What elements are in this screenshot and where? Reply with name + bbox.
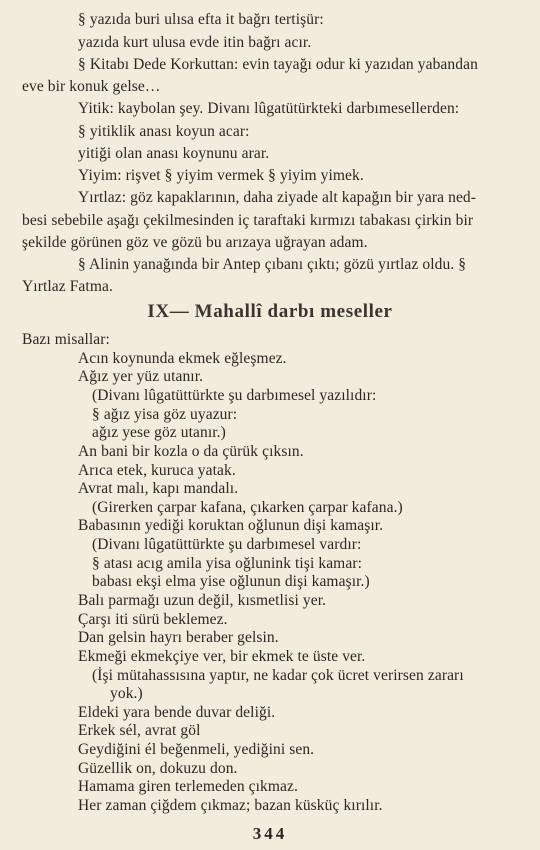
text-line: yitiği olan anası koynunu arar. [78,145,270,162]
proverb-line: Eldeki yara bende duvar deliği. [78,703,276,721]
note-line: ağız yese göz utanır.) [92,424,226,442]
note-line: (Divanı lûgatüttürkte şu darbımesel yazılıdır: [92,386,377,404]
text-line: Yırtlaz: göz kapaklarının, daha ziyade alt kapağın bir yara ned- [78,189,477,206]
proverb-line: Balı parmağı uzun değil, kısmetlisi yer. [78,592,327,609]
proverb-line: Avrat malı, kapı mandalı. [78,480,239,498]
note-line: § ağız yisa göz uyazur: [92,405,238,423]
proverb-line: An bani bir kozla o da çürük çıksın. [78,442,304,460]
note-line: § atası acıg amila yisa oğlunink tişi kamar: [92,554,362,572]
text-line: § Alinin yanağında bir Antep çıbanı çıktı; gözü yırtlaz oldu. § [78,256,467,273]
text-line: § yazıda buri ulısa efta it bağrı tertişür: [78,11,324,28]
text-line: yazıda kurt ulusa evde itin bağrı acır. [78,34,312,51]
proverb-line: Acın koynunda ekmek eğleşmez. [78,349,287,367]
text-line: § yitiklik anası koyun acar: [78,123,250,140]
proverb-line: Ağız yer yüz utanır. [78,368,204,386]
text-line: Yitik: kaybolan şey. Divanı lûgatütürkteki darbımesellerden: [78,100,460,117]
proverb-line: Babasının yediği koruktan oğlunun dişi kamaşır. [78,517,384,535]
text-line: eve bir konuk gelse… [22,78,161,95]
proverb-line: Dan gelsin hayrı beraber gelsin. [78,629,279,647]
proverb-line: Çarşı iti sürü beklemez. [78,610,228,628]
proverb-line: Ekmeği ekmekçiye ver, bir ekmek te üste ver. [78,647,366,665]
note-line: yok.) [110,685,143,703]
text-line: Yırtlaz Fatma. [22,278,113,295]
text-line: besi sebebile aşağı çekilmesinden iç taraftaki kırmızı tabakası çirkin bir [22,212,474,229]
note-line: babası ekşi elma yise oğlunun dişi kamaşır.) [92,573,370,591]
note-line: (İşi mütahassısına yaptır, ne kadar çok ücret verirsen zararı [92,666,464,684]
proverb-line: Arıca etek, kuruca yatak. [78,461,236,479]
text-line: § Kitabı Dede Korkuttan: evin tayağı odur ki yazıdan yabandan [78,56,478,73]
text-line: Yiyim: rişvet § yiyim vermek § yiyim yimek. [78,167,364,184]
note-line: (Divanı lûgatüttürkte şu darbımesel vardır: [92,536,362,553]
proverb-line: Her zaman çiğdem çıkmaz; bazan küsküç kırılır. [78,797,383,814]
proverb-line: Güzellik on, dokuzu don. [78,759,238,777]
page-number: 344 [252,824,288,843]
text-line: şekilde görünen göz ve gözü bu arızaya uğrayan adam. [22,234,368,251]
proverb-line: Erkek sél, avrat göl [78,722,201,740]
section-heading: IX— Mahallî darbı meseller [147,301,393,322]
text-line: Bazı misallar: [22,331,110,348]
note-line: (Girerken çarpar kafana, çıkarken çarpar kafana.) [92,498,403,516]
proverb-line: Hamama giren terlemeden çıkmaz. [78,778,298,796]
proverb-line: Geydiğini él beğenmeli, yediğini sen. [78,741,315,759]
